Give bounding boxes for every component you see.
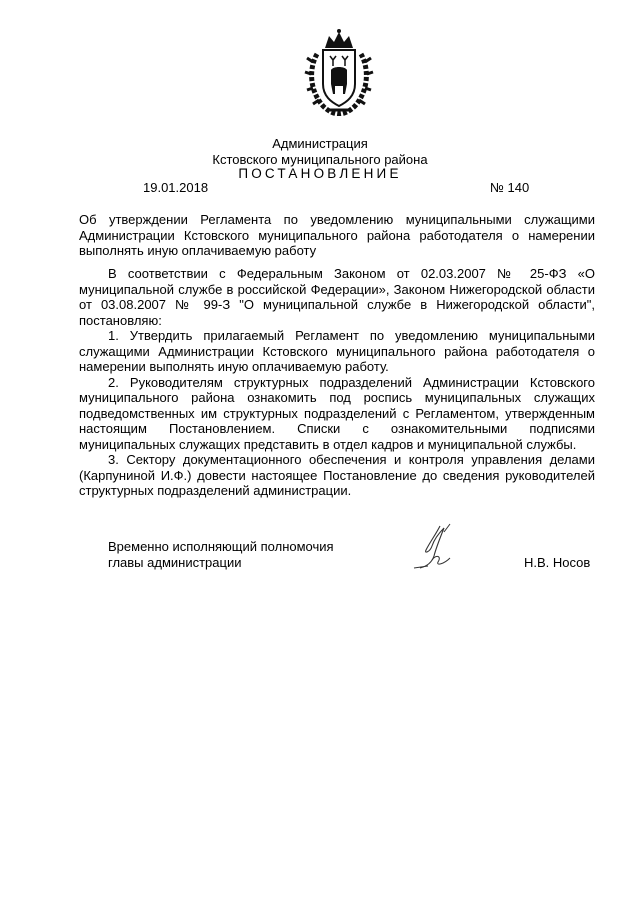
document-number: № 140	[490, 180, 530, 195]
signatory-position	[108, 539, 334, 571]
list-item: 2. Руководителям структурных подразделений Администрации Кстовского муниципального района ознакомить под роспись муниципальных служащих подведомственных им структурных подразделений с Регламентом, утвержденным настоящим Постановлением. Списки с ознакомительными подписями муниципальных служащих представить в отдел кадров и муниципальной службы.	[79, 374, 595, 452]
org-name-line2: Кстовского муниципального района	[212, 152, 428, 167]
signatory-name: Н.В. Носов	[524, 555, 591, 570]
coat-of-arms-icon	[303, 28, 375, 116]
org-name-line1: Администрация	[272, 136, 368, 151]
handwritten-signature-icon	[410, 520, 462, 572]
list-item: 3. Сектору документационного обеспечения и контроля управления делами (Карпуниной И.Ф.) довести настоящее Постановление до сведения руководителей структурных подразделений администрации.	[79, 452, 595, 498]
signatory-position-line2: главы администрации	[108, 555, 242, 570]
document-date: 19.01.2018	[143, 180, 209, 195]
document-type-title: ПОСТАНОВЛЕНИЕ	[238, 166, 402, 181]
list-item: 1. Утвердить прилагаемый Регламент по уведомлению муниципальными служащими Администрации Кстовского муниципального района работодателя о намерении выполнять иную оплачиваемую работу.	[79, 328, 595, 374]
document-subject: Об утверждении Регламента по уведомлению муниципальными служащими Администрации Кстовского муниципального района работодателя о намерении выполнять иную оплачиваемую работу	[79, 212, 595, 258]
preamble-paragraph: В соответствии с Федеральным Законом от 02.03.2007 № 25-ФЗ «О муниципальной службе в российской Федерации», Законом Нижегородской области от 03.08.2007 № 99-З "О муниципальной службе в Нижегородской области", постановляю:	[79, 266, 595, 328]
signatory-position-line1: Временно исполняющий полномочия	[108, 539, 334, 554]
document-body	[79, 266, 595, 499]
